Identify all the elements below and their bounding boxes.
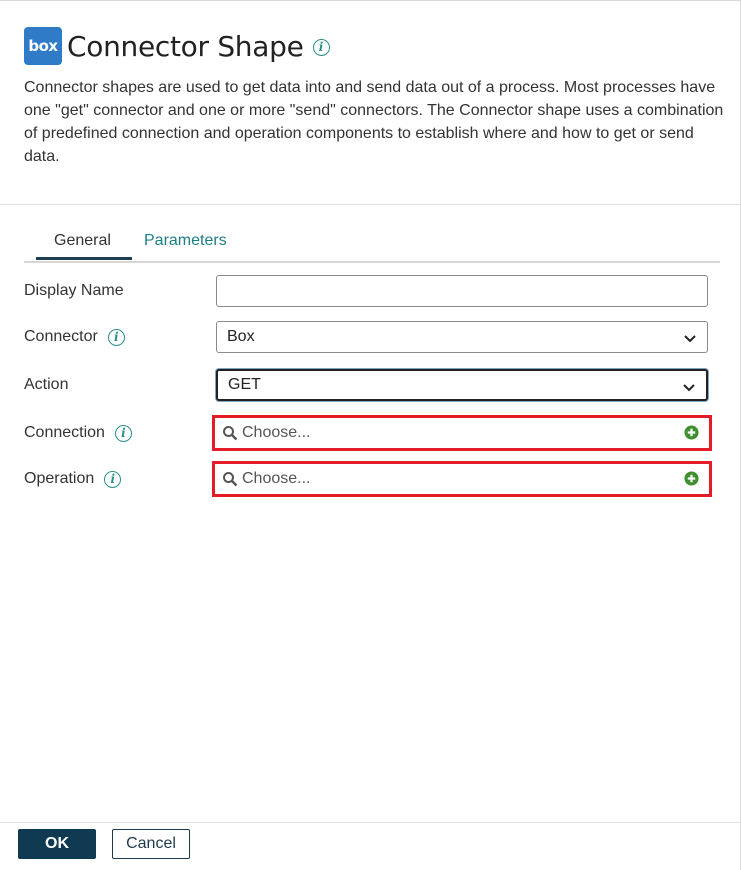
connection-chooser[interactable] <box>216 419 708 447</box>
tab-parameters[interactable] <box>144 232 227 250</box>
connection-info-icon[interactable]: i <box>115 425 132 442</box>
display-name-label-text: Display Name <box>24 282 124 299</box>
add-icon[interactable] <box>684 471 699 486</box>
chevron-down-icon <box>683 331 697 345</box>
ok-button[interactable]: OK <box>18 829 96 859</box>
connector-select[interactable] <box>216 321 708 353</box>
operation-chooser[interactable] <box>216 465 708 493</box>
action-select[interactable] <box>216 369 708 401</box>
tab-parameters-label: Parameters <box>144 232 227 249</box>
action-value: GET <box>228 376 261 393</box>
box-logo: box <box>24 27 62 65</box>
chevron-down-icon <box>682 380 696 394</box>
top-border <box>0 0 741 1</box>
operation-placeholder: Choose... <box>242 470 311 487</box>
footer-divider <box>0 822 741 823</box>
dialog-header <box>24 27 330 65</box>
page-title: Connector Shape <box>67 29 304 63</box>
tab-bar <box>24 226 720 263</box>
divider <box>0 204 741 205</box>
shape-description: Connector shapes are used to get data into and send data out of a process. Most processes have one "get" connector and one or more "send" connectors. The Connector shape uses a combination of predefined connection and operation components to establish where and how to get or send data. <box>24 79 724 165</box>
display-name-input[interactable] <box>216 275 708 307</box>
connector-label <box>24 328 125 346</box>
info-icon[interactable]: i <box>313 39 330 56</box>
add-icon[interactable] <box>684 425 699 440</box>
operation-label <box>24 470 121 488</box>
connection-placeholder: Choose... <box>242 424 311 441</box>
search-icon <box>222 471 238 487</box>
connector-info-icon[interactable]: i <box>108 329 125 346</box>
tab-general-label: General <box>54 232 111 249</box>
display-name-label <box>24 282 124 300</box>
connector-label-text: Connector <box>24 328 98 345</box>
action-label <box>24 376 68 394</box>
cancel-button[interactable]: Cancel <box>112 829 190 859</box>
operation-info-icon[interactable]: i <box>104 471 121 488</box>
connection-label-text: Connection <box>24 424 105 441</box>
active-tab-indicator <box>36 257 132 260</box>
operation-label-text: Operation <box>24 470 95 487</box>
connector-value: Box <box>227 328 255 345</box>
search-icon <box>222 425 238 441</box>
action-label-text: Action <box>24 376 69 393</box>
connection-label <box>24 424 132 442</box>
tab-general[interactable] <box>36 232 132 250</box>
